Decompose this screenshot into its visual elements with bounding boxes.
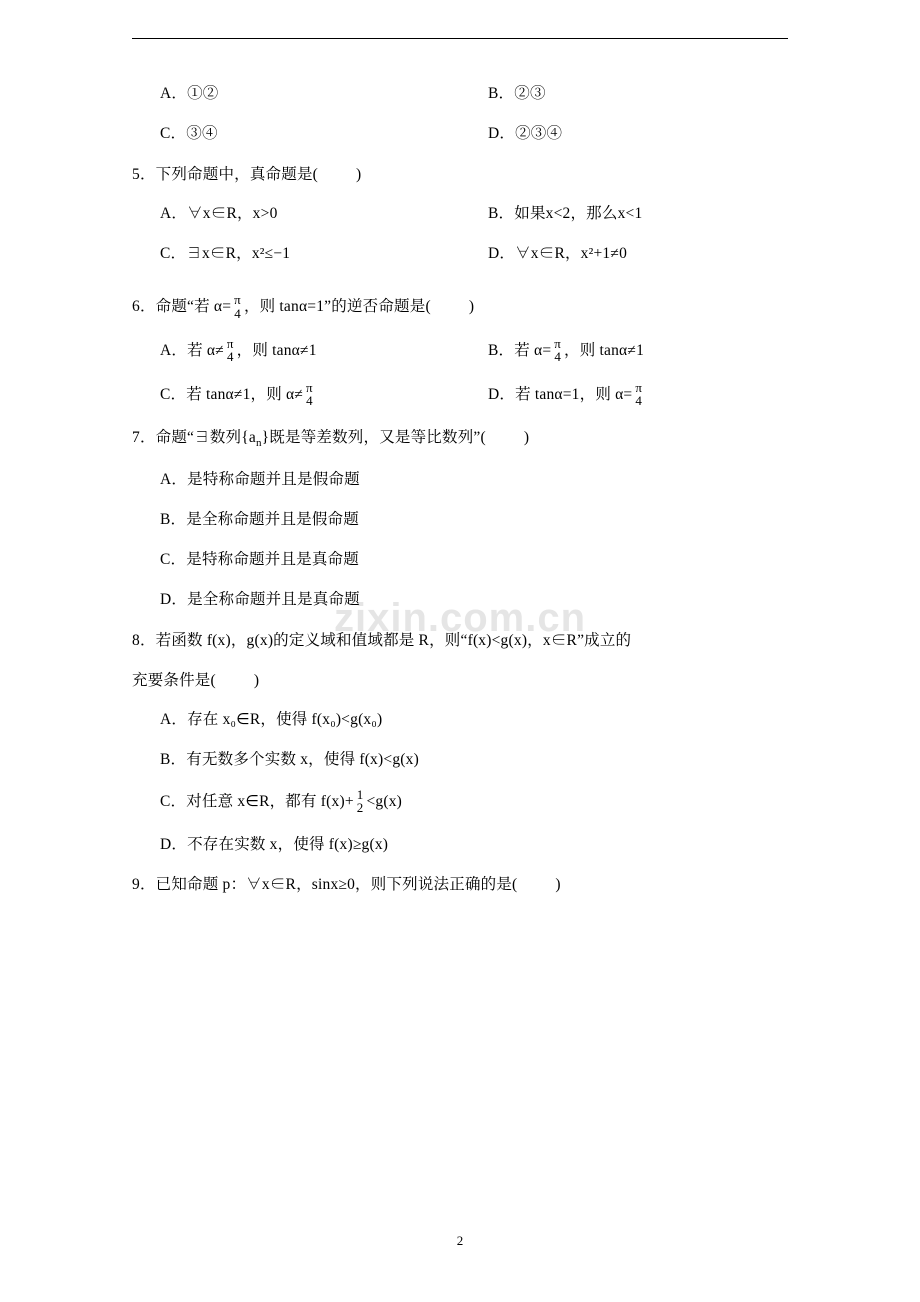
q7-stem-mid: }既是等差数列，又是等比数列”(	[261, 429, 486, 447]
q5-stem-prefix: 5．下列命题中，真命题是(	[132, 165, 319, 183]
q4-option-a	[132, 82, 460, 122]
q6-option-d	[460, 379, 788, 426]
fraction-numerator: π	[234, 292, 241, 308]
option-suffix: ，则 tanα≠1	[236, 341, 317, 359]
q5-option-d	[460, 242, 788, 282]
q5-option-c	[132, 242, 460, 282]
option-label	[132, 335, 460, 365]
q7-subscript: n	[255, 437, 262, 450]
q8-option-b: B．有无数多个实数 x，使得 f(x)<g(x)	[160, 751, 419, 769]
option-prefix: A．若 α≠	[160, 341, 224, 359]
q9-stem-suffix: )	[555, 876, 561, 894]
q4-option-row-2	[132, 122, 788, 162]
fraction-numerator: π	[635, 379, 643, 395]
fraction-pi-over-4	[552, 337, 563, 364]
option-suffix: ，则 tanα≠1	[564, 341, 645, 359]
fraction-denominator: 4	[554, 349, 562, 365]
option-label: D．∀x∈R，x²+1≠0	[488, 245, 628, 262]
q6-stem-suffix: )	[468, 298, 475, 316]
page-number: 2	[456, 1233, 464, 1248]
q7-option-c: C．是特称命题并且是真命题	[160, 551, 359, 569]
fraction-numerator: π	[226, 335, 234, 351]
option-label: A．①②	[160, 85, 219, 102]
option-label: B．如果x<2，那么x<1	[488, 204, 643, 222]
fraction-numerator: 1	[356, 786, 364, 802]
q7-option-d: D．是全称命题并且是真命题	[160, 591, 360, 609]
q7-stem-suffix: )	[523, 429, 530, 447]
option-label: B．②③	[488, 85, 546, 102]
question-8-stem-line-1: 8．若函数 f(x)，g(x)的定义域和值域都是 R，则“f(x)<g(x)，x∈R”成立的	[132, 631, 632, 649]
q4-option-row-1	[132, 82, 788, 122]
option-label	[460, 335, 788, 365]
q6-option-c	[132, 379, 460, 426]
option-label: A．∀x∈R，x>0	[160, 204, 278, 222]
fraction-numerator: π	[306, 379, 313, 395]
fraction-pi-over-4	[304, 381, 315, 408]
fraction-denominator: 2	[356, 800, 364, 816]
fraction-pi-over-4	[232, 293, 243, 320]
option-prefix: D．若 tanα=1，则 α=	[488, 386, 633, 404]
header-rule	[132, 38, 788, 39]
q4-option-b	[460, 82, 788, 122]
option-label: D．②③④	[488, 125, 563, 143]
q8-stem-suffix: )	[253, 671, 260, 689]
option-label: C．③④	[160, 125, 218, 143]
q5-option-row-2	[132, 242, 788, 282]
q8-option-a: A．存在 x₀∈R，使得 f(x₀)<g(x₀)	[160, 711, 383, 729]
q8-option-c	[132, 786, 788, 816]
option-prefix: B．若 α=	[488, 341, 552, 359]
q6-option-row-2	[132, 379, 788, 426]
option-label	[132, 379, 460, 409]
q6-option-row-1	[132, 335, 788, 382]
fraction-denominator: 4	[234, 305, 241, 321]
fraction-denominator: 4	[306, 393, 313, 409]
q6-option-a	[132, 335, 460, 382]
q6-option-b	[460, 335, 788, 382]
document-body	[132, 82, 788, 912]
fraction-denominator: 4	[226, 349, 234, 365]
q8-option-d: D．不存在实数 x，使得 f(x)≥g(x)	[160, 835, 389, 853]
q5-option-row-1	[132, 202, 788, 242]
question-6-stem	[132, 294, 788, 321]
q9-stem-prefix: 9．已知命题 p：∀x∈R，sinx≥0，则下列说法正确的是(	[132, 876, 518, 894]
question-5-stem	[132, 163, 788, 186]
watermark: zixin.com.cn	[333, 596, 587, 640]
q5-option-a	[132, 202, 460, 242]
q5-stem-suffix: )	[356, 165, 362, 183]
q4-option-d	[460, 122, 788, 162]
option-prefix: C．若 tanα≠1，则 α≠	[160, 386, 304, 404]
question-7-stem	[132, 426, 788, 452]
fraction-pi-over-4	[225, 337, 236, 364]
option-label	[460, 379, 788, 409]
q5-option-b	[460, 202, 788, 242]
q7-option-b: B．是全称命题并且是假命题	[160, 510, 359, 528]
option-label: C．∃x∈R，x²≤−1	[160, 245, 291, 262]
fraction-numerator: π	[554, 335, 562, 351]
q7-stem-prefix: 7．命题“∃数列{a	[132, 429, 256, 447]
fraction-denominator: 4	[635, 393, 643, 409]
option-prefix: C．对任意 x∈R，都有 f(x)+	[160, 792, 354, 810]
option-suffix: <g(x)	[366, 792, 403, 810]
fraction-one-over-2	[355, 788, 366, 815]
q6-stem-mid: ，则 tanα=1”的逆否命题是(	[243, 298, 431, 316]
q8-stem-prefix: 充要条件是(	[132, 671, 216, 689]
question-9-stem	[132, 873, 788, 896]
fraction-pi-over-4	[633, 381, 644, 408]
question-8-stem-line-2	[132, 669, 788, 692]
q6-stem-prefix: 6．命题“若 α=	[132, 298, 232, 316]
q7-option-a: A．是特称命题并且是假命题	[160, 470, 360, 488]
q4-option-c	[132, 122, 460, 162]
